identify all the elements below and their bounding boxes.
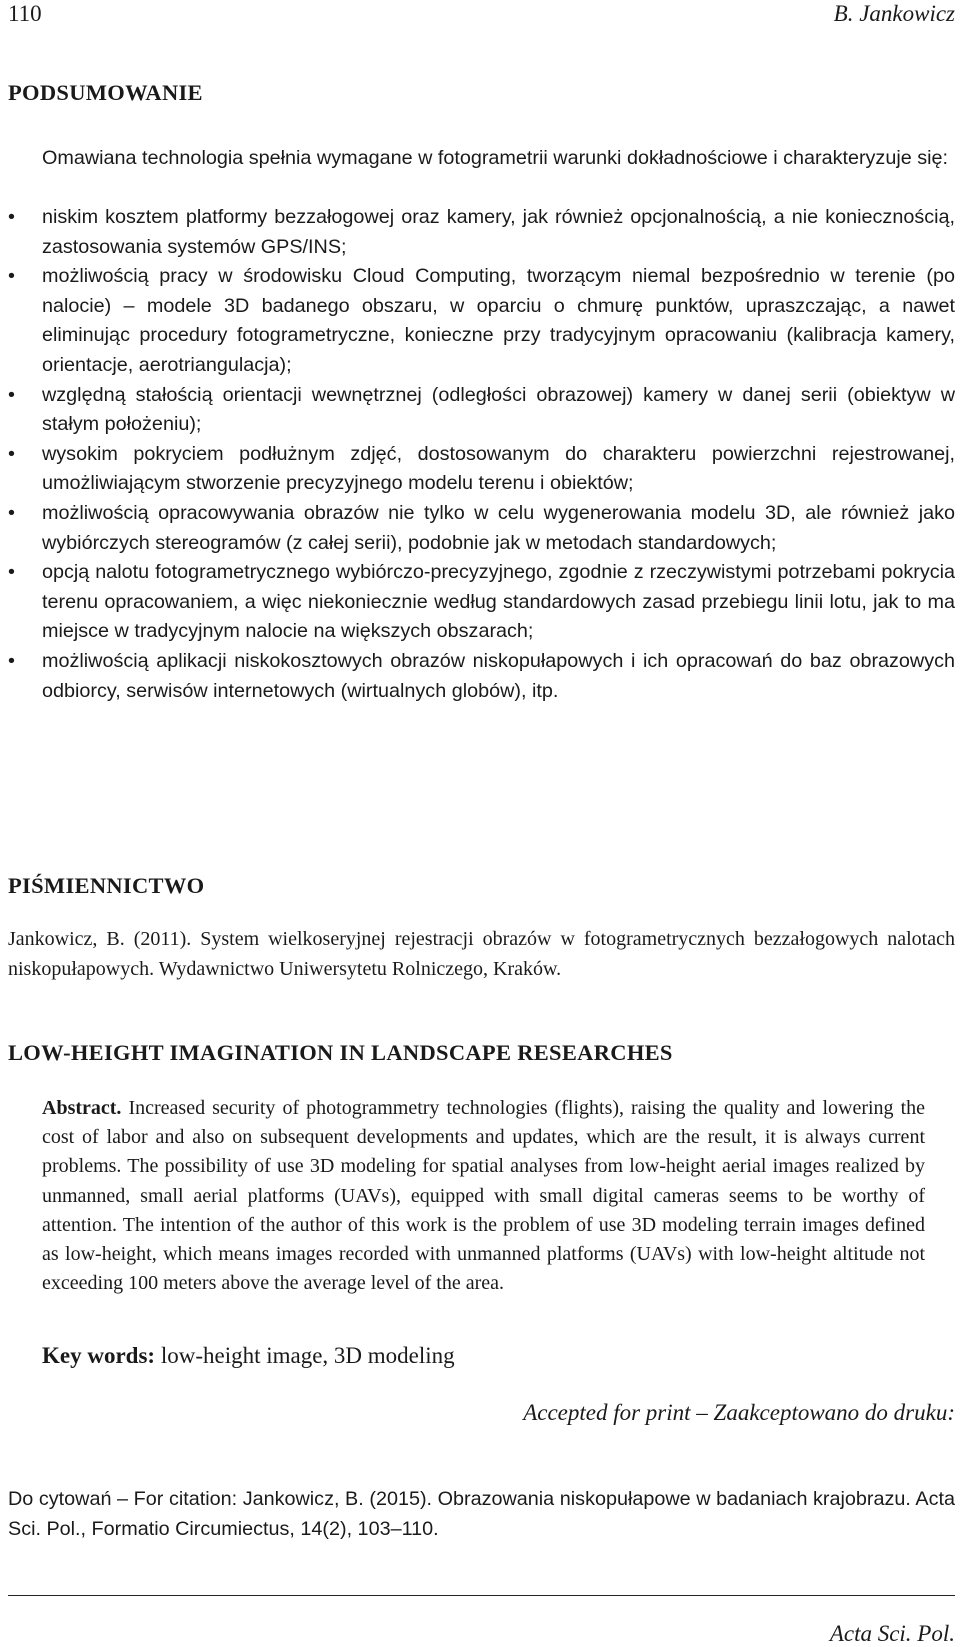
summary-bullet-item	[8, 381, 955, 440]
abstract	[42, 1094, 925, 1298]
summary-bullet-item	[8, 647, 955, 706]
summary-bullet-item	[8, 440, 955, 499]
summary-heading: PODSUMOWANIE	[8, 80, 203, 105]
summary-bullet-item	[8, 558, 955, 647]
keywords	[42, 1343, 455, 1369]
keywords-label: Key words:	[42, 1343, 156, 1368]
bullet-text: możliwością aplikacji niskokosztowych obrazów niskopułapowych i ich opracowań do baz obrazowych odbiorcy, serwisów internetowych (wirtualnych globów), itp.	[42, 649, 955, 702]
summary-bullet-item	[8, 203, 955, 262]
abstract-text: Increased security of photogrammetry technologies (flights), raising the quality and lowering the cost of labor and also on subsequent developments and updates, which are the result, it is always current problems. The possibility of use 3D modeling for spatial analyses from low-height aerial images realized by unmanned, small aerial platforms (UAVs), equipped with small digital cameras seems to be worthy of attention. The intention of the author of this work is the problem of use 3D modeling terrain images defined as low-height, which means images recorded with unmanned platforms (UAVs) with low-height altitude not exceeding 100 meters above the average level of the area.	[42, 1097, 925, 1295]
bullet-text: opcją nalotu fotogrametrycznego wybiórczo-precyzyjnego, zgodnie z rzeczywistymi potrzebami pokrycia terenu opracowaniem, a więc niekoniecznie według standardowych zasad przebiegu linii lotu, jak to ma miejsce w tradycyjnym nalocie na większych obszarach;	[42, 561, 955, 643]
abstract-label: Abstract.	[42, 1097, 122, 1119]
bullet-text: niskim kosztem platformy bezzałogowej oraz kamery, jak również opcjonalnością, a nie koniecznością, zastosowania systemów GPS/INS;	[42, 206, 955, 258]
bullet-mark: •	[8, 265, 15, 288]
bullet-mark: •	[8, 561, 15, 584]
bullet-mark: •	[8, 206, 15, 228]
page-number: 110	[8, 1, 42, 26]
keywords-text: low-height image, 3D modeling	[155, 1343, 455, 1368]
summary-bullet-list	[8, 203, 955, 706]
bullet-mark: •	[8, 649, 15, 672]
footer-rule	[8, 1595, 955, 1596]
summary-bullet-item	[8, 499, 955, 558]
running-head	[8, 0, 955, 30]
bullet-text: wysokim pokryciem podłużnym zdjęć, dostosowanym do charakteru powierzchni rejestrowanej, umożliwiającym stworzenie precyzyjnego modelu terenu i obiektów;	[42, 442, 955, 495]
reference-entry: Jankowicz, B. (2011). System wielkoseryjnej rejestracji obrazów w fotogrametrycznych bezzałogowych nalotach niskopułapowych. Wydawnictwo Uniwersytetu Rolniczego, Kraków.	[8, 928, 955, 980]
bullet-text: możliwością opracowywania obrazów nie tylko w celu wygenerowania modelu 3D, ale również jako wybiórczych stereogramów (z całej serii), podobnie jak w metodach standardowych;	[42, 501, 955, 554]
citation: Do cytowań – For citation: Jankowicz, B. (2015). Obrazowania niskopułapowe w badaniach krajobrazu. Acta Sci. Pol., Formatio Circumiectus, 14(2), 103–110.	[8, 1488, 955, 1540]
accepted-note: Accepted for print – Zaakceptowano do druku:	[523, 1400, 955, 1425]
bullet-text: możliwością pracy w środowisku Cloud Computing, tworzącym niemal bezpośrednio w terenie (po nalocie) – modele 3D badanego obszaru, w oparciu o chmurę punktów, upraszczając, a nawet eliminując procedury fotogrametryczne, konieczne przy tradycyjnym opracowaniu (kalibracja kamery, orientacje, aerotriangulacja);	[42, 265, 955, 376]
summary-bullet-item	[8, 262, 955, 380]
english-title: LOW-HEIGHT IMAGINATION IN LANDSCAPE RESEARCHES	[8, 1040, 673, 1065]
summary-intro: Omawiana technologia spełnia wymagane w fotogrametrii warunki dokładnościowe i charakteryzuje się:	[42, 147, 948, 169]
running-head-author: B. Jankowicz	[833, 1, 955, 26]
bullet-mark: •	[8, 501, 15, 524]
bullet-mark: •	[8, 383, 15, 406]
literature-heading: PIŚMIENNICTWO	[8, 873, 205, 898]
bullet-mark: •	[8, 442, 15, 465]
journal-name: Acta Sci. Pol.	[829, 1621, 955, 1646]
bullet-text: względną stałością orientacji wewnętrznej (odległości obrazowej) kamery w danej serii (obiektyw w stałym położeniu);	[42, 383, 955, 436]
